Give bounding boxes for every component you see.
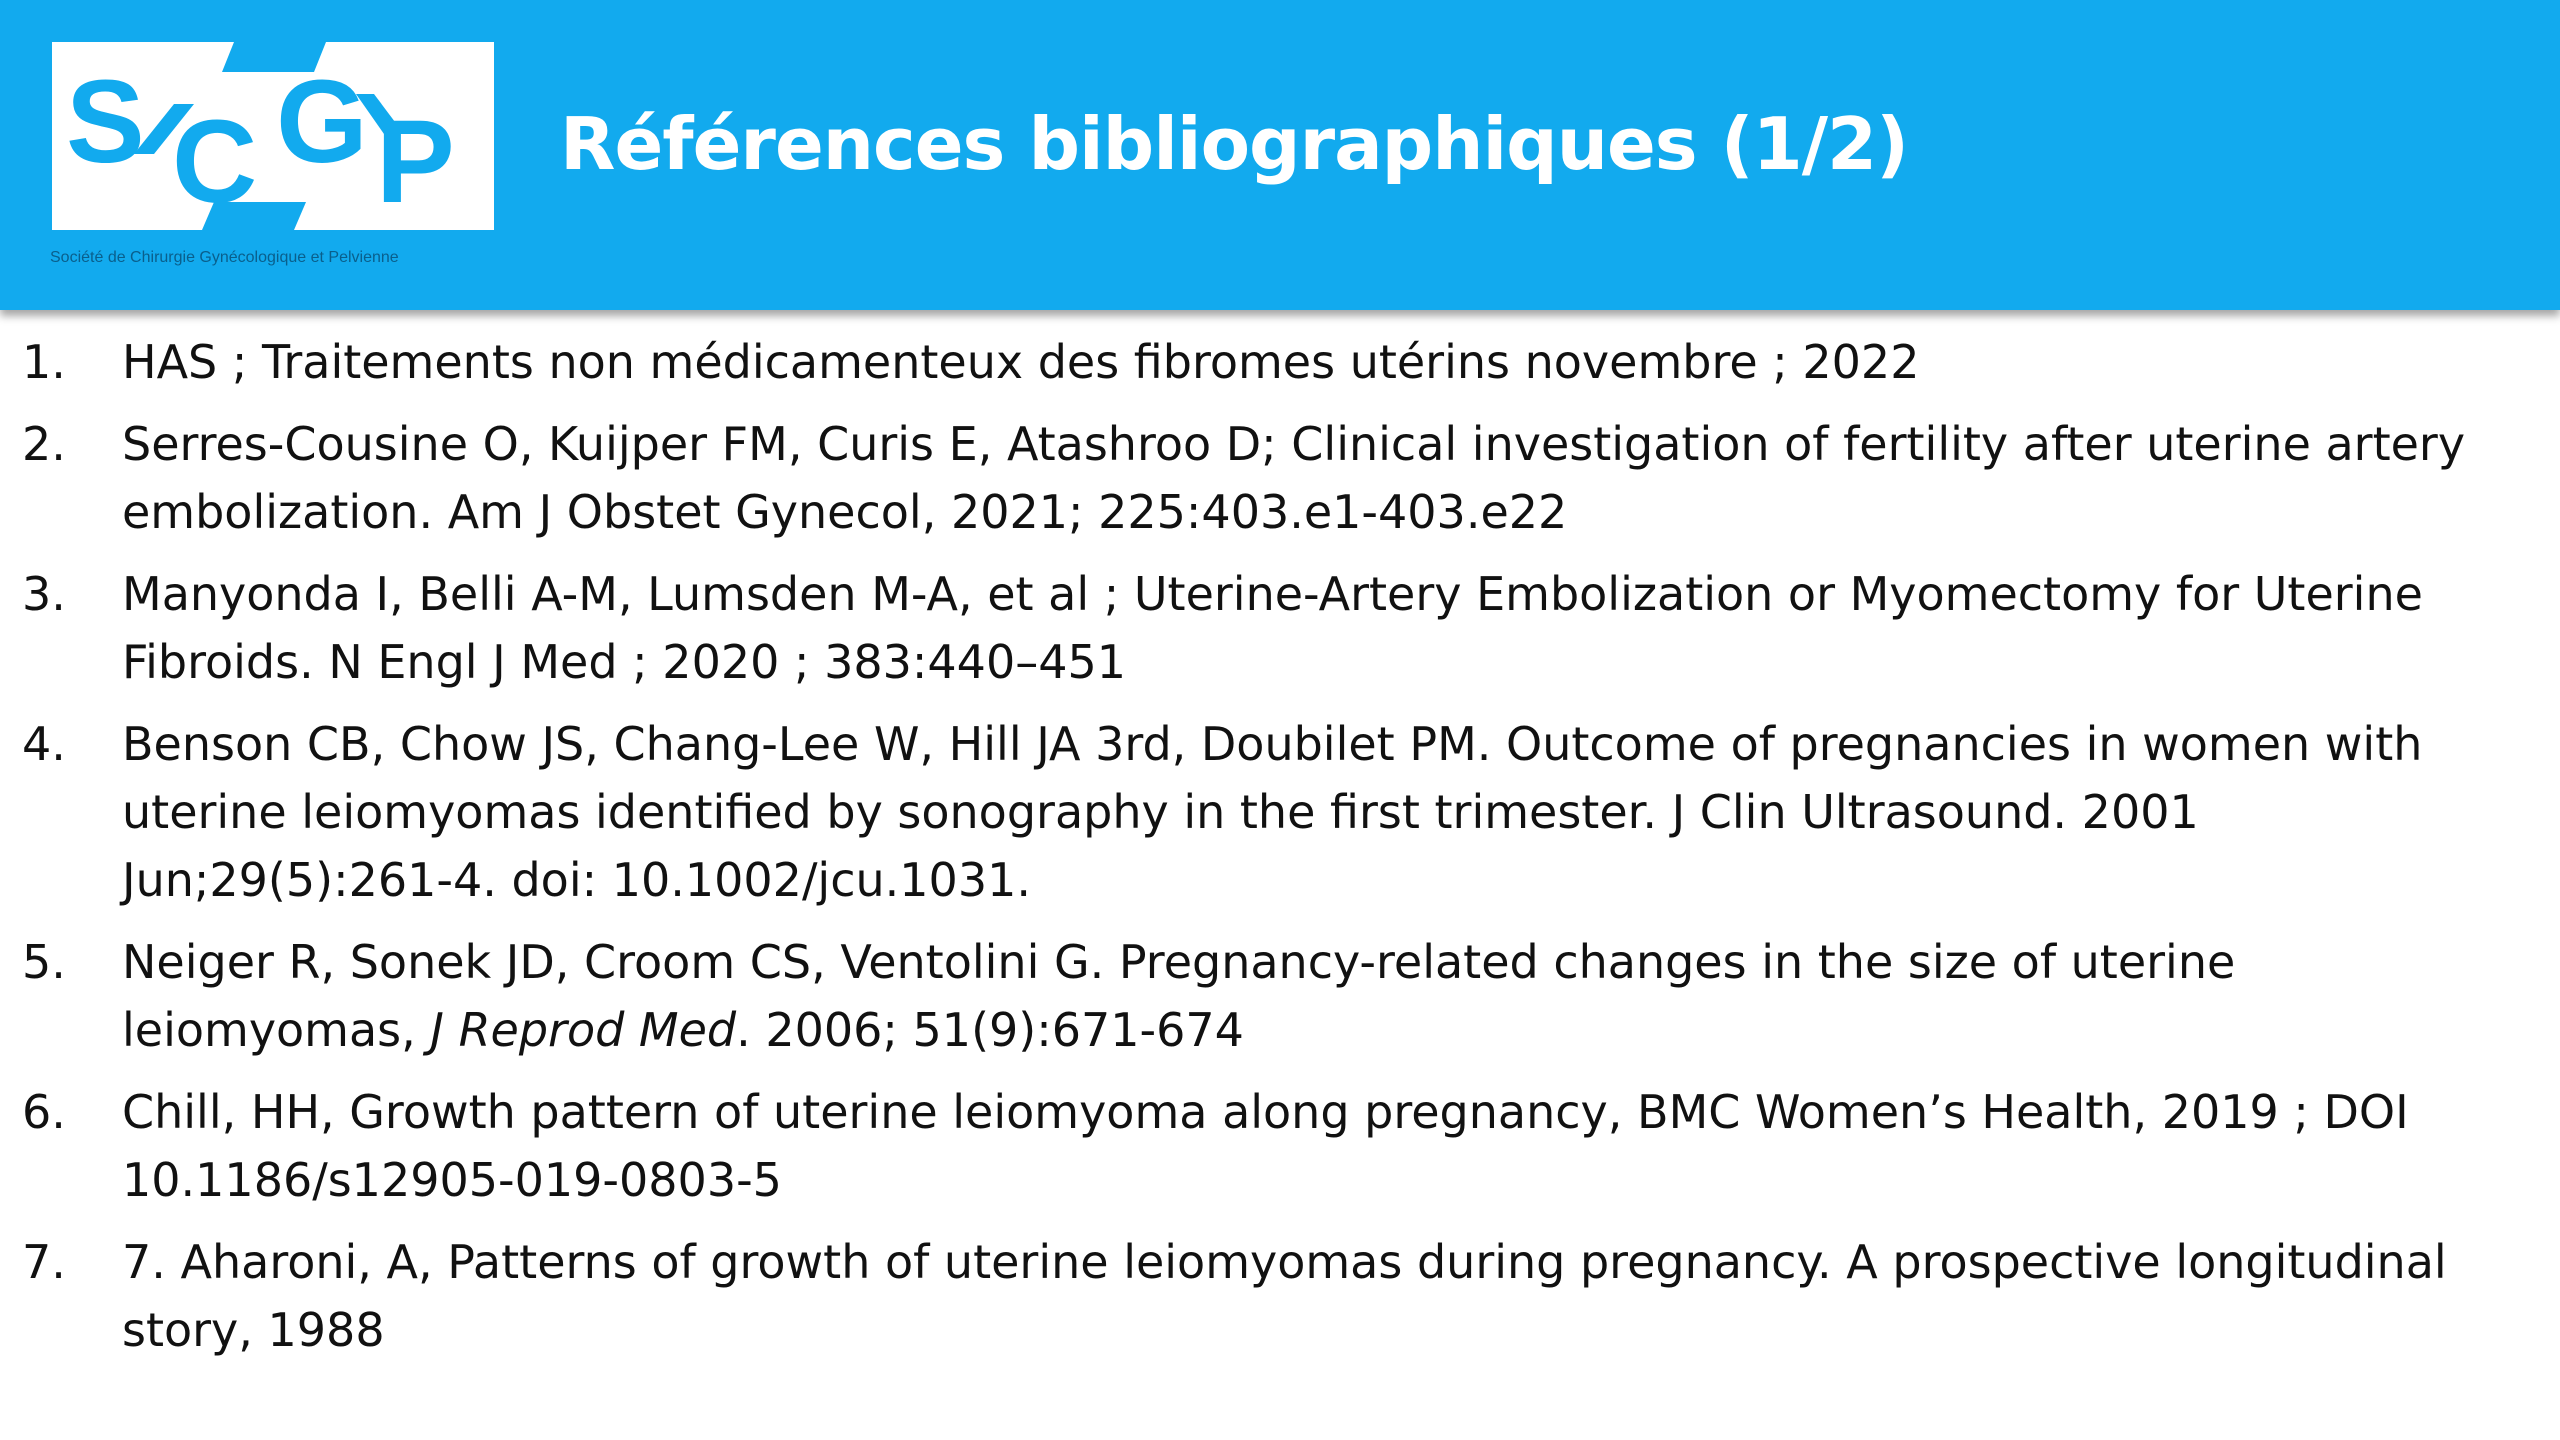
reference-text <box>122 928 2532 1064</box>
reference-text-part: . 2006; 51(9):671-674 <box>736 1003 1244 1057</box>
reference-item-6 <box>22 1078 2532 1214</box>
reference-item-4 <box>22 710 2532 914</box>
reference-item-3 <box>22 560 2532 696</box>
reference-text-part: Neiger R, Sonek JD, Croom CS, Ventolini G. Pregnancy-related changes in the size of uterine leiomyomas, <box>122 935 2236 1057</box>
reference-number: 3. <box>22 567 66 621</box>
reference-item-5 <box>22 928 2532 1064</box>
reference-number: 2. <box>22 417 66 471</box>
reference-text: Manyonda I, Belli A-M, Lumsden M-A, et al ; Uterine-Artery Embolization or Myomectomy for Uterine Fibroids. N Engl J Med ; 2020 ; 383:440–451 <box>122 567 2423 689</box>
reference-number: 6. <box>22 1085 66 1139</box>
scgp-logo <box>44 34 500 274</box>
journal-name-italic: J Reprod Med <box>430 1003 737 1057</box>
reference-text: Chill, HH, Growth pattern of uterine leiomyoma along pregnancy, BMC Women’s Health, 2019 ; DOI 10.1186/s12905-019-0803-5 <box>122 1085 2409 1207</box>
reference-number: 4. <box>22 717 66 771</box>
scgp-logo-graphic <box>44 34 500 274</box>
reference-list <box>22 328 2532 1378</box>
svg-text:P: P <box>376 96 455 228</box>
svg-text:G: G <box>276 56 368 188</box>
page-title: Références bibliographiques (1/2) <box>560 102 1909 186</box>
reference-text: HAS ; Traitements non médicamenteux des fibromes utérins novembre ; 2022 <box>122 335 1920 389</box>
reference-item-2 <box>22 410 2532 546</box>
reference-text: Serres-Cousine O, Kuijper FM, Curis E, Atashroo D; Clinical investigation of fertility after uterine artery embolization. Am J Obstet Gynecol, 2021; 225:403.e1-403.e22 <box>122 417 2466 539</box>
reference-text: Benson CB, Chow JS, Chang-Lee W, Hill JA 3rd, Doubilet PM. Outcome of pregnancies in women with uterine leiomyomas identified by sonography in the first trimester. J Clin Ultrasound. 2001 Jun;29(5):261-4. doi: 10.1002/jcu.1031. <box>122 717 2423 907</box>
reference-item-7 <box>22 1228 2532 1364</box>
reference-number: 5. <box>22 935 66 989</box>
reference-text: 7. Aharoni, A, Patterns of growth of uterine leiomyomas during pregnancy. A prospective longitudinal story, 1988 <box>122 1235 2447 1357</box>
reference-item-1 <box>22 328 2532 396</box>
reference-number: 7. <box>22 1235 66 1289</box>
scgp-logo-tagline: Société de Chirurgie Gynécologique et Pelvienne <box>50 249 399 266</box>
reference-number: 1. <box>22 335 66 389</box>
header-bar <box>0 0 2560 310</box>
svg-text:S: S <box>66 56 145 188</box>
svg-text:C: C <box>172 96 258 228</box>
